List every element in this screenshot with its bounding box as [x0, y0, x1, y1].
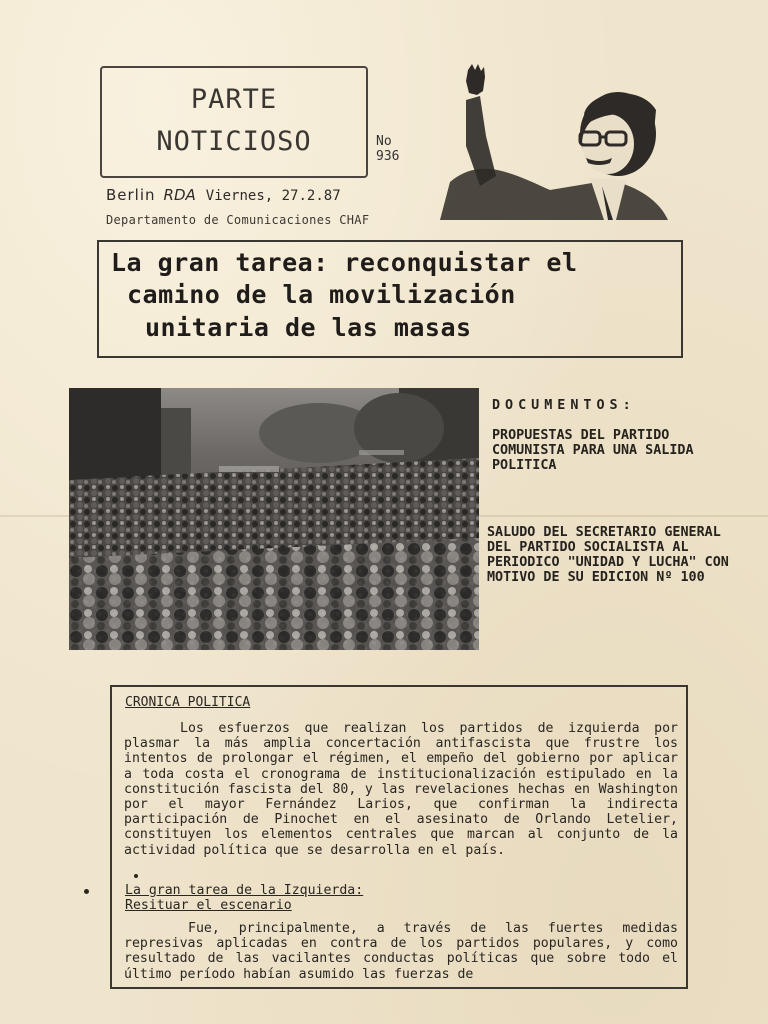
- dateline-date: Viernes, 27.2.87: [205, 188, 341, 204]
- documents-item-1: PROPUESTAS DEL PARTIDO COMUNISTA PARA UNA SALIDA POLITICA: [492, 428, 694, 473]
- dateline-country: RDA: [163, 186, 196, 204]
- masthead-title-line2: NOTICIOSO: [156, 126, 312, 157]
- dateline-city: Berlin: [106, 186, 156, 204]
- cronica-paragraph-1: Los esfuerzos que realizan los partidos de izquierda por plasmar la más amplia concertación antifascista que frustre los intentos de prolongar el régimen, el empeño del gobierno por aplicar a toda costa el cronograma de institucionalización estipulado en la constitución fascista del 80, y las revelaciones hechas en Washington por el mayor Fernández Larios, que confirman la indirecta participación de Pinochet en el asesinato de Orlando Letelier, constituyen los elementos centrales que marcan al conjunto de la actividad política que se desarrolla en el país.: [124, 721, 678, 858]
- cronica-heading: CRONICA POLITICA: [125, 695, 251, 710]
- department-line: Departamento de Comunicaciones CHAF: [106, 213, 370, 227]
- ink-speck: [84, 889, 89, 894]
- masthead-box: [100, 66, 368, 178]
- headline-line2: camino de la movilización: [127, 280, 516, 309]
- headline-line3: unitaria de las masas: [145, 313, 472, 342]
- issue-number: [376, 134, 399, 164]
- documents-heading: DOCUMENTOS:: [492, 398, 636, 413]
- crowd-photo: [69, 388, 479, 650]
- cronica-subheading-2: Resituar el escenario: [125, 898, 292, 913]
- cronica-politica-box: [110, 685, 688, 989]
- issue-label: No: [376, 134, 392, 149]
- headline-line1: La gran tarea: reconquistar el: [111, 248, 578, 277]
- ink-speck: [134, 874, 138, 878]
- headline-box: [97, 240, 683, 358]
- issue-value: 936: [376, 149, 400, 164]
- waving-man-portrait: [440, 62, 670, 220]
- cronica-subheading-1: La gran tarea de la Izquierda:: [125, 883, 364, 898]
- documents-item-2: SALUDO DEL SECRETARIO GENERAL DEL PARTIDO SOCIALISTA AL PERIODICO "UNIDAD Y LUCHA" CON MOTIVO DE SU EDICION Nº 100: [487, 525, 729, 585]
- cronica-paragraph-2: Fue, principalmente, a través de las fuertes medidas represivas aplicadas en contra de los partidos populares, y como resultado de las vacilantes conductas políticas que sobre todo el último período habían asumido las fuerzas de: [124, 921, 678, 982]
- dateline: [106, 186, 341, 204]
- masthead-title-line1: PARTE: [190, 84, 278, 115]
